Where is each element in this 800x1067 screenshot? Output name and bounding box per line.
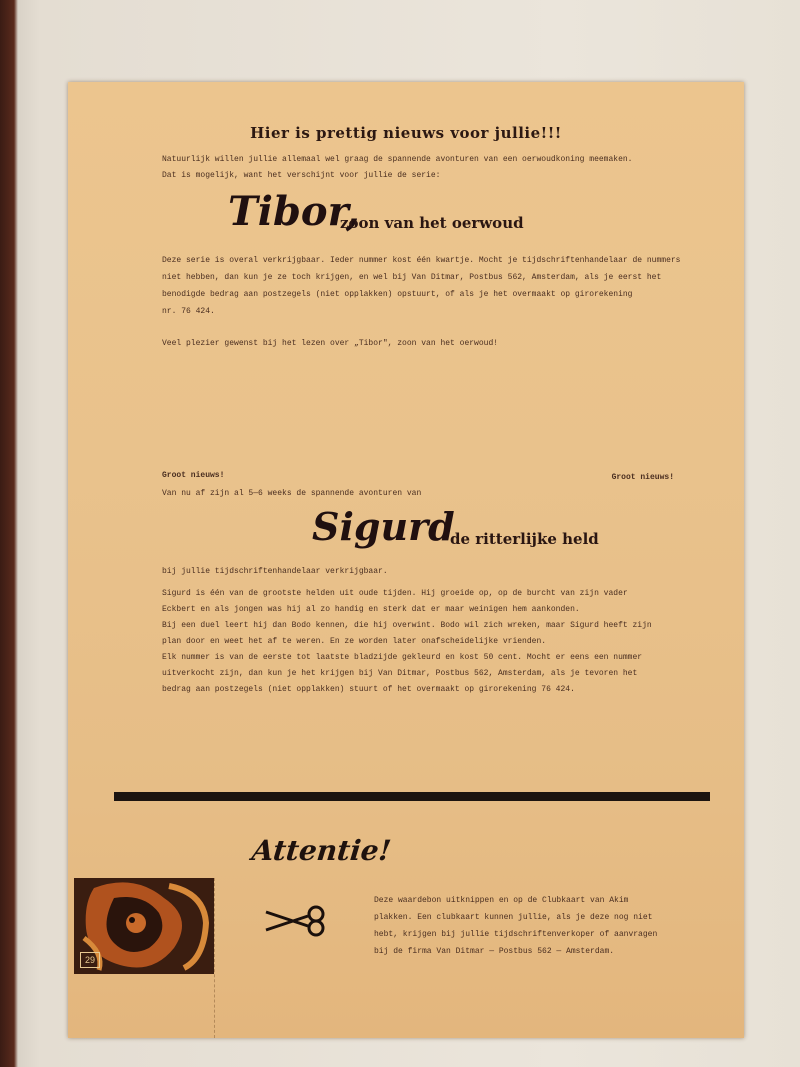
intro-line-1: Natuurlijk willen jullie allemaal wel graag de spannende avonturen van een oerwoudkoning meemaken. — [162, 155, 633, 164]
horizontal-rule — [114, 792, 710, 801]
tibor-body-line: niet hebben, dan kun je ze toch krijgen, en wel bij Van Ditmar, Postbus 562, Amsterdam, als je eerst het — [162, 273, 662, 282]
tibor-subtitle: zoon van het oerwoud — [340, 214, 524, 232]
sigurd-body-line: Bij een duel leert hij dan Bodo kennen, die hij overwint. Bodo wil zich wreken, maar Sigurd heeft zijn — [162, 621, 652, 630]
tibor-closing: Veel plezier gewenst bij het lezen over „Tibor", zoon van het oerwoud! — [162, 339, 499, 348]
intro-line-2: Dat is mogelijk, want het verschijnt voor jullie de serie: — [162, 171, 441, 180]
tibor-body-line: benodigde bedrag aan postzegels (niet opplakken) opstuurt, of als je het overmaakt op girorekening — [162, 290, 633, 299]
attentie-heading: Attentie! — [250, 834, 393, 867]
document-page — [68, 82, 744, 1038]
sigurd-body-line: bedrag aan postzegels (niet opplakken) stuurt of het overmaakt op girorekening 76 424. — [162, 685, 575, 694]
tibor-body-line: Deze serie is overal verkrijgbaar. Ieder nummer kost één kwartje. Mocht je tijdschriftenhandelaar de nummers — [162, 256, 681, 265]
sigurd-body-line: Eckbert en als jongen was hij al zo handig en sterk dat er maar weinigen hem aankonden. — [162, 605, 580, 614]
coupon-text-line: plakken. Een clubkaart kunnen jullie, als je deze nog niet — [374, 913, 653, 922]
sigurd-body-line: plan door en weet het af te weren. En ze worden later onafscheidelijke vrienden. — [162, 637, 547, 646]
groot-nieuws-left: Groot nieuws! — [162, 471, 225, 480]
coupon-text-line: hebt, krijgen bij jullie tijdschriftenverkoper of aanvragen — [374, 930, 658, 939]
scissors-icon — [264, 904, 328, 938]
coupon-number: 29 — [80, 952, 100, 968]
sigurd-body-line: Sigurd is één van de grootste helden uit oude tijden. Hij groeide op, op de burcht van zijn vader — [162, 589, 628, 598]
coupon-text-line: bij de firma Van Ditmar — Postbus 562 — Amsterdam. — [374, 947, 615, 956]
cut-line — [214, 878, 216, 1038]
sigurd-body — [162, 586, 682, 698]
sigurd-subtitle: de ritterlijke held — [450, 530, 599, 548]
tibor-logo: Tibor, — [228, 188, 360, 235]
tibor-body — [162, 252, 682, 320]
groot-nieuws-right: Groot nieuws! — [611, 473, 674, 482]
sigurd-availability: bij jullie tijdschriftenhandelaar verkrijgbaar. — [162, 567, 388, 576]
tibor-body-line: nr. 76 424. — [162, 307, 215, 316]
sigurd-body-line: uitverkocht zijn, dan kun je het krijgen bij Van Ditmar, Postbus 562, Amsterdam, als je tevoren het — [162, 669, 638, 678]
sigurd-intro: Van nu af zijn al 5—6 weeks de spannende avonturen van — [162, 489, 422, 498]
page-heading: Hier is prettig nieuws voor jullie!!! — [250, 124, 562, 142]
coupon-text-line: Deze waardebon uitknippen en op de Clubkaart van Akim — [374, 896, 629, 905]
sigurd-title — [312, 504, 672, 562]
coupon-image — [74, 878, 214, 974]
sigurd-body-line: Elk nummer is van de eerste tot laatste bladzijde gekleurd en kost 50 cent. Mocht er eens een nummer — [162, 653, 643, 662]
tibor-title — [228, 188, 648, 244]
sigurd-logo: Sigurd — [312, 504, 455, 549]
coupon-instructions — [374, 892, 704, 960]
